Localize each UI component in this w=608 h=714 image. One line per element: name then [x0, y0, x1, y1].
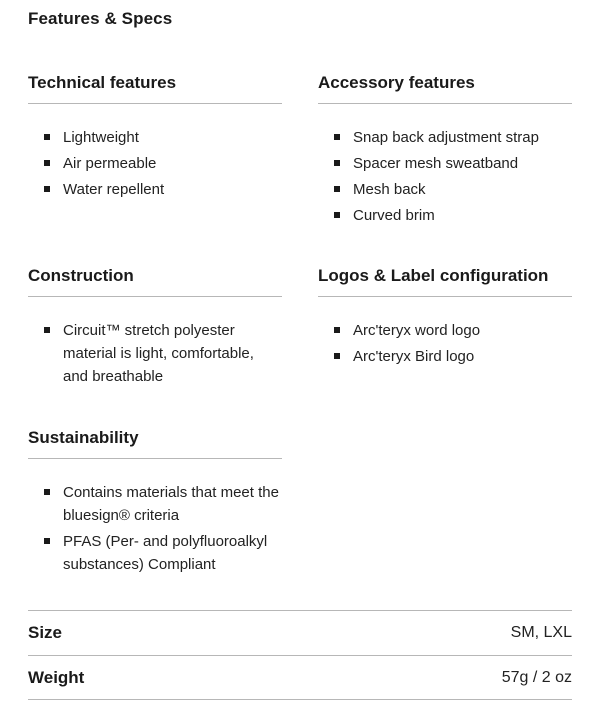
construction-list — [28, 297, 282, 388]
spec-row-size — [28, 610, 572, 655]
bullet-icon — [334, 186, 340, 192]
sustainability-list — [28, 459, 282, 576]
spec-table — [28, 610, 572, 700]
construction-section — [28, 265, 282, 391]
list-item-text: Circuit™ stretch polyester material is light, comfortable, and breathable — [63, 322, 254, 385]
list-item-text: Contains materials that meet the bluesign® criteria — [63, 484, 279, 524]
bullet-icon — [44, 489, 50, 495]
bullet-icon — [334, 353, 340, 359]
list-item — [318, 204, 572, 227]
list-item — [28, 178, 282, 201]
page-title: Features & Specs — [28, 9, 173, 28]
list-item-text: Water repellent — [63, 181, 165, 198]
list-item-text: Snap back adjustment strap — [353, 129, 539, 146]
list-item-text: Air permeable — [63, 155, 157, 172]
list-item-text: PFAS (Per- and polyfluoroalkyl substances) Compliant — [63, 533, 268, 573]
construction-heading: Construction — [28, 265, 282, 297]
list-item — [318, 345, 572, 368]
logos-label-section — [318, 265, 572, 371]
bullet-icon — [44, 538, 50, 544]
technical-features-list — [28, 104, 282, 201]
list-item — [28, 319, 282, 388]
bullet-icon — [334, 212, 340, 218]
bullet-icon — [44, 134, 50, 140]
size-value: SM, LXL — [510, 624, 572, 641]
spec-row-weight — [28, 655, 572, 700]
sustainability-section — [28, 427, 282, 579]
technical-features-section — [28, 72, 282, 204]
list-item-text: Lightweight — [63, 129, 139, 146]
list-item-text: Curved brim — [353, 207, 435, 224]
list-item — [318, 152, 572, 175]
list-item — [318, 178, 572, 201]
accessory-features-heading: Accessory features — [318, 72, 572, 104]
list-item — [28, 152, 282, 175]
list-item-text: Arc'teryx Bird logo — [353, 348, 475, 365]
list-item — [318, 126, 572, 149]
bullet-icon — [334, 160, 340, 166]
bullet-icon — [334, 327, 340, 333]
accessory-features-list — [318, 104, 572, 227]
logos-label-list — [318, 297, 572, 368]
accessory-features-section — [318, 72, 572, 230]
bullet-icon — [44, 186, 50, 192]
weight-value: 57g / 2 oz — [501, 668, 572, 686]
sustainability-heading: Sustainability — [28, 427, 282, 459]
bullet-icon — [334, 134, 340, 140]
size-label: Size — [28, 623, 63, 642]
bullet-icon — [44, 327, 50, 333]
logos-label-heading: Logos & Label configuration — [318, 265, 572, 297]
list-item — [318, 319, 572, 342]
bullet-icon — [44, 160, 50, 166]
list-item-text: Mesh back — [353, 181, 426, 198]
list-item — [28, 481, 282, 527]
weight-label: Weight — [28, 667, 85, 687]
list-item — [28, 530, 282, 576]
list-item — [28, 126, 282, 149]
list-item-text: Spacer mesh sweatband — [353, 155, 519, 172]
technical-features-heading: Technical features — [28, 72, 282, 104]
list-item-text: Arc'teryx word logo — [353, 322, 481, 339]
